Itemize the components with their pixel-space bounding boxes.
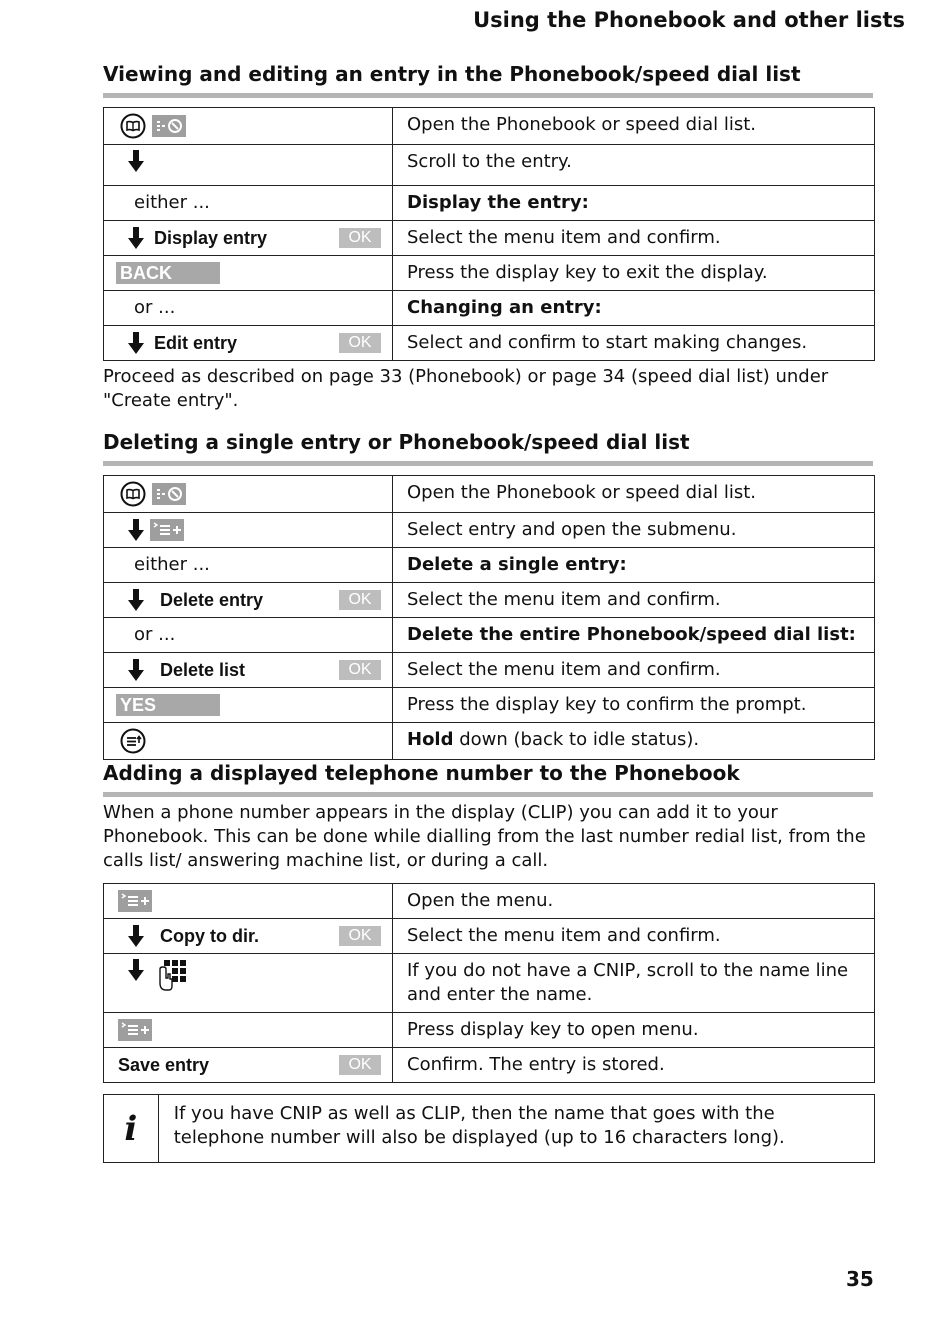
table-row [104, 1013, 875, 1048]
steps-table-adding [103, 883, 875, 1083]
down-arrow-icon [128, 959, 144, 981]
step-description: Select entry and open the submenu. [393, 513, 875, 548]
menu-item-save-entry[interactable]: Save entry [118, 1055, 210, 1075]
step-description [393, 723, 875, 760]
step-description: Press the display key to exit the display. [393, 256, 875, 291]
step-description: Select and confirm to start making changes. [393, 326, 875, 361]
table-row [104, 884, 875, 919]
yes-display-key[interactable]: YES [116, 694, 220, 716]
section-title-viewing: Viewing and editing an entry in the Phonebook/speed dial list [103, 61, 873, 98]
table-row [104, 583, 875, 618]
phonebook-key-icon [120, 481, 146, 507]
keypad-icon [156, 959, 188, 993]
table-row [104, 326, 875, 361]
step-description: Select the menu item and confirm. [393, 919, 875, 954]
menu-key-icon [118, 1019, 152, 1041]
speed-dial-icon [152, 115, 186, 137]
step-description: Open the Phonebook or speed dial list. [393, 108, 875, 145]
down-arrow-icon [128, 150, 144, 172]
step-heading: Display the entry: [393, 186, 875, 221]
phonebook-key-icon [120, 113, 146, 139]
table-row [104, 919, 875, 954]
menu-item-copy-to-dir[interactable]: Copy to dir. [160, 926, 259, 946]
info-note [103, 1094, 875, 1163]
menu-item-delete-list[interactable]: Delete list [160, 660, 246, 680]
ok-key[interactable]: OK [339, 660, 381, 680]
table-row [104, 108, 875, 145]
menu-key-icon [118, 890, 152, 912]
step-description: Select the menu item and confirm. [393, 221, 875, 256]
step-description: Press display key to open menu. [393, 1013, 875, 1048]
adding-intro: When a phone number appears in the display (CLIP) you can add it to your Phonebook. This can be done while dialling from the last number redial list, from the calls list/ answering machine list, or during a call. [103, 802, 866, 871]
ok-key[interactable]: OK [339, 926, 381, 946]
steps-table-deleting [103, 475, 875, 760]
steps-table-viewing [103, 107, 875, 361]
table-row [104, 256, 875, 291]
step-description: Select the menu item and confirm. [393, 653, 875, 688]
table-row [104, 653, 875, 688]
table-row [104, 723, 875, 760]
ok-key[interactable]: OK [339, 333, 381, 353]
table-row [104, 618, 875, 653]
down-arrow-icon [128, 519, 144, 541]
section-title-adding: Adding a displayed telephone number to the Phonebook [103, 760, 873, 797]
end-call-key-icon [120, 728, 146, 754]
either-label: either ... [134, 554, 210, 575]
step-heading: Delete the entire Phonebook/speed dial list: [393, 618, 875, 653]
down-arrow-icon [128, 589, 144, 611]
hold-rest: down (back to idle status). [453, 729, 700, 750]
table-row [104, 1048, 875, 1083]
down-arrow-icon [128, 925, 144, 947]
table-row [104, 688, 875, 723]
proceed-paragraph: Proceed as described on page 33 (Phonebook) or page 34 (speed dial list) under "Create entry". [103, 366, 829, 411]
step-description: Scroll to the entry. [393, 145, 875, 186]
info-note-text: If you have CNIP as well as CLIP, then the name that goes with the telephone number will also be displayed (up to 16 characters long). [173, 1103, 785, 1148]
table-row [104, 145, 875, 186]
menu-item-delete-entry[interactable]: Delete entry [160, 590, 264, 610]
or-label: or ... [134, 297, 176, 318]
table-row [104, 291, 875, 326]
running-head: Using the Phonebook and other lists [473, 8, 905, 32]
section-title-deleting: Deleting a single entry or Phonebook/speed dial list [103, 429, 873, 466]
table-row [104, 476, 875, 513]
step-description: Open the Phonebook or speed dial list. [393, 476, 875, 513]
table-row [104, 954, 875, 1013]
speed-dial-icon [152, 483, 186, 505]
table-row [104, 548, 875, 583]
step-description: Confirm. The entry is stored. [393, 1048, 875, 1083]
step-description: Press the display key to confirm the prompt. [393, 688, 875, 723]
hold-word: Hold [407, 729, 454, 750]
menu-key-icon [150, 519, 184, 541]
back-display-key[interactable]: BACK [116, 262, 220, 284]
step-description: If you do not have a CNIP, scroll to the name line and enter the name. [393, 954, 875, 1013]
table-row [104, 186, 875, 221]
down-arrow-icon [128, 659, 144, 681]
table-row [104, 513, 875, 548]
step-heading: Delete a single entry: [393, 548, 875, 583]
page-number: 35 [846, 1267, 874, 1291]
either-label: either ... [134, 192, 210, 213]
info-icon: i [104, 1095, 159, 1162]
down-arrow-icon [128, 332, 144, 354]
ok-key[interactable]: OK [339, 1055, 381, 1075]
step-description: Open the menu. [393, 884, 875, 919]
menu-item-edit-entry[interactable]: Edit entry [154, 333, 238, 353]
down-arrow-icon [128, 227, 144, 249]
ok-key[interactable]: OK [339, 228, 381, 248]
step-heading: Changing an entry: [393, 291, 875, 326]
table-row [104, 221, 875, 256]
ok-key[interactable]: OK [339, 590, 381, 610]
menu-item-display-entry[interactable]: Display entry [154, 228, 268, 248]
step-description: Select the menu item and confirm. [393, 583, 875, 618]
or-label: or ... [134, 624, 176, 645]
